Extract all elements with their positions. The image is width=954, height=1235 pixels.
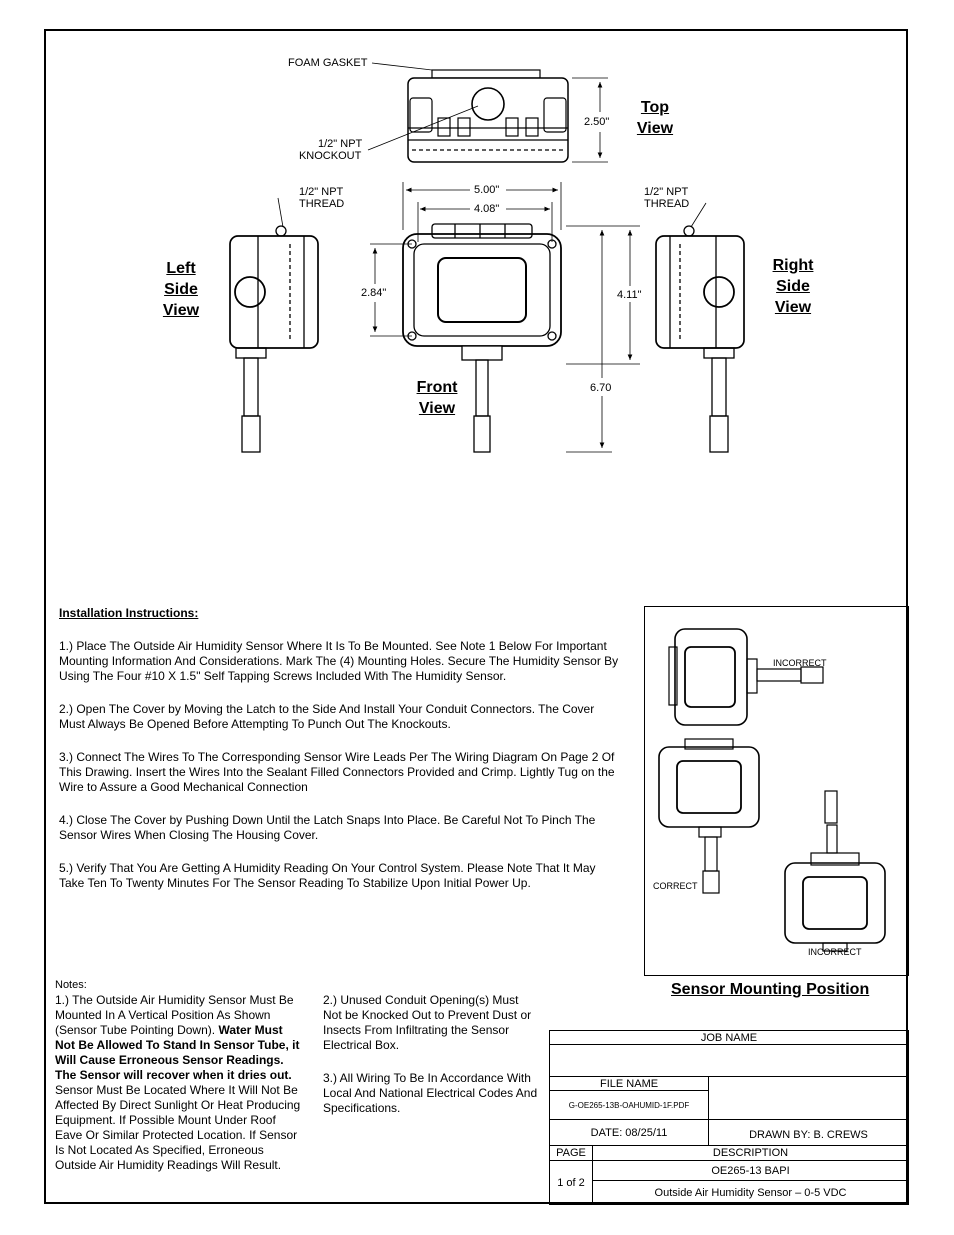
left-side-view-title [155,258,207,321]
note-1-warning: Water Must Not Be Allowed To Stand In Sensor Tube, it Will Cause Erroneous Sensor Readings. The Sensor will recover when it dries out. [55,1023,300,1082]
instructions-heading: Installation Instructions: [59,606,199,620]
notes-column-1 [55,978,305,1173]
front-width-inner-dim: 4.08" [474,203,500,215]
job-name-value [549,1044,909,1077]
left-view-title-line2: Side [164,281,198,298]
drawn-by-field: DRAWN BY: B. CREWS [708,1119,909,1146]
page-number: 1 of 2 [549,1160,593,1205]
top-view-title-line2: View [636,120,674,137]
left-thread-callout-line2: THREAD [299,198,345,210]
instruction-step: 5.) Verify That You Are Getting A Humidity Reading On Your Control System. Please Note That It May Take Ten To Twenty Minutes For The Sensor Reading To Stabilize Upon Initial Power Up. [59,861,596,890]
front-width-outer-dim: 5.00" [474,184,500,196]
note-1-text-a: 1.) The Outside Air Humidity Sensor Must Be Mounted In A Vertical Position As Shown (Sensor Tube Pointing Down). [55,993,294,1037]
left-thread-callout [299,186,344,210]
front-height-total-dim: 6.70 [590,382,612,394]
front-height-inner-dim: 2.84" [361,287,387,299]
incorrect-inverted-sensor [785,791,885,951]
front-view-title-line1: Front [416,379,458,396]
knockout-callout-line2: KNOCKOUT [298,150,362,162]
correct-label: CORRECT [653,881,698,891]
knockout-callout [298,138,363,162]
instruction-step: 3.) Connect The Wires To The Corresponding Sensor Wire Leads Per The Wiring Diagram On Page 2 Of This Drawing. Insert the Wires Into the Sealant Filled Connectors Provided and Crimp. Lightly Tug on the Wire to Assure a Good Mechanical Connection [59,750,615,794]
title-block [549,1030,909,1205]
note-1 [55,993,305,1173]
front-view-title-line2: View [418,400,456,417]
right-thread-callout-line1: 1/2" NPT [644,186,689,198]
installation-instructions [59,606,619,909]
right-side-view-title [766,255,820,318]
right-view-title-line3: View [774,299,812,316]
top-view-title [630,97,680,139]
note-2: 2.) Unused Conduit Opening(s) Must Not be Knocked Out to Prevent Dust or Insects From Infiltrating the Sensor Electrical Box. [323,993,532,1052]
part-number: OE265-13 BAPI [592,1160,909,1181]
left-thread-callout-line1: 1/2" NPT [299,186,344,198]
instruction-step: 1.) Place The Outside Air Humidity Sensor Where It Is To Be Mounted. See Note 1 Below For Important Mounting Information And Considerations. Mark The (4) Mounting Holes. Secure The Humidity Sensor By Using The Four #10 X 1.5" Self Tapping Screws Included With The Humidity Sensor. [59,639,619,683]
right-thread-callout-line2: THREAD [644,198,690,210]
front-height-body-dim: 4.11" [617,289,642,301]
note-1-text-b: Sensor Must Be Located Where It Will Not Be Affected By Direct Sunlight Or Heat Producing Equipment. If Possible Mount Under Roof Eave Or Similar Protected Location. If Sensor Is Not Located As Specified, Erroneous Outside Air Humidity Readings Will Result. [55,1083,301,1172]
mounting-position-title: Sensor Mounting Position [671,981,870,998]
page-label: PAGE [549,1145,593,1161]
instruction-step: 4.) Close The Cover by Pushing Down Until the Latch Snaps Into Place. Be Careful Not To Pinch The Sensor Wires When Closing The Housing Cover. [59,813,596,842]
top-view-height-dim: 2.50" [584,116,610,128]
notes-column-2 [323,993,538,1116]
top-view-title-line1: Top [640,99,670,116]
incorrect-label-top: INCORRECT [773,658,827,668]
front-view-title [410,377,464,419]
right-view-title-line2: Side [776,278,810,295]
file-name-value: G-OE265-13B-OAHUMID-1F.PDF [549,1090,709,1120]
mounting-position-panel [644,606,909,976]
left-view-title-line1: Left [166,260,196,277]
file-name-blank [708,1076,909,1120]
date-field: DATE: 08/25/11 [549,1119,709,1146]
top-view [408,70,568,162]
incorrect-label-bottom: INCORRECT [808,947,862,957]
right-thread-callout [644,186,689,210]
note-3: 3.) All Wiring To Be In Accordance With Local And National Electrical Codes And Specifications. [323,1071,538,1115]
description-label: DESCRIPTION [592,1145,909,1161]
knockout-callout-line1: 1/2" NPT [318,138,363,150]
incorrect-sideways-sensor [669,629,823,725]
left-view-title-line3: View [162,302,200,319]
right-side-view [656,226,744,452]
left-side-view [230,226,318,452]
instruction-step: 2.) Open The Cover by Moving the Latch to the Side And Install Your Conduit Connectors. The Cover Must Always Be Opened Before Attempting To Punch Out The Knockouts. [59,702,595,731]
product-description: Outside Air Humidity Sensor – 0-5 VDC [592,1180,909,1205]
foam-gasket-callout: FOAM GASKET [288,57,368,69]
notes-heading: Notes: [55,979,87,991]
job-name-label: JOB NAME [549,1030,909,1045]
file-name-label: FILE NAME [549,1076,709,1091]
correct-vertical-sensor [659,739,759,893]
right-view-title-line1: Right [772,257,814,274]
